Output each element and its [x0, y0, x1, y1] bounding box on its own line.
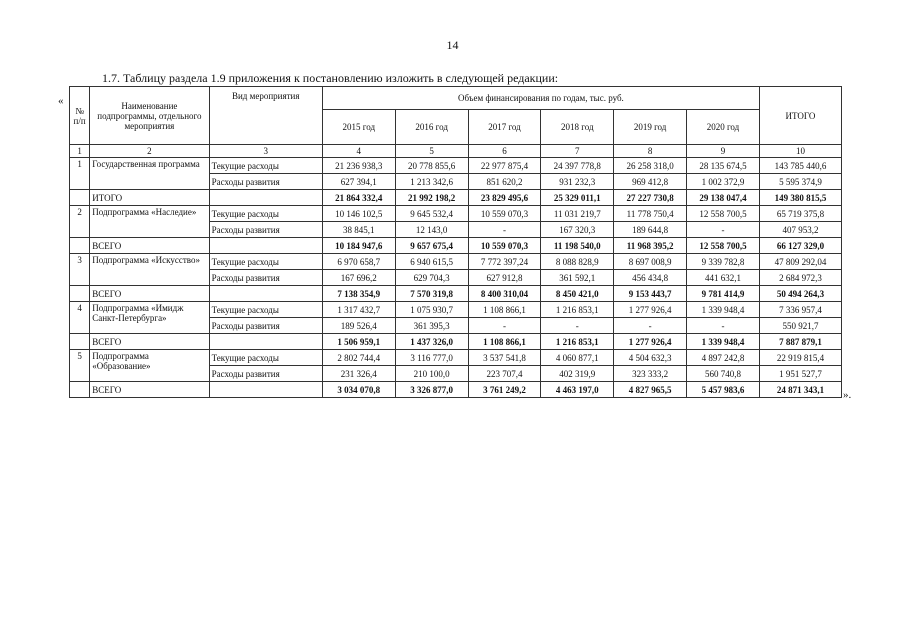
total-spacer — [70, 334, 90, 350]
total-value-cell: 50 494 264,3 — [759, 286, 841, 302]
value-cell: 1 277 926,4 — [614, 302, 687, 318]
value-cell: 47 809 292,04 — [759, 254, 841, 270]
expense-kind: Текущие расходы — [209, 302, 322, 318]
total-spacer — [70, 382, 90, 398]
total-kind-spacer — [209, 286, 322, 302]
header-name: Наименование подпрограммы, отдельного мероприятия — [90, 87, 209, 145]
total-value-cell: 8 400 310,04 — [468, 286, 541, 302]
value-cell: - — [468, 222, 541, 238]
value-cell: 22 919 815,4 — [759, 350, 841, 366]
value-cell: - — [541, 318, 614, 334]
column-number: 7 — [541, 145, 614, 158]
header-funding: Объем финансирования по годам, тыс. руб. — [322, 87, 759, 110]
value-cell: 6 940 615,5 — [395, 254, 468, 270]
value-cell: 407 953,2 — [759, 222, 841, 238]
total-kind-spacer — [209, 238, 322, 254]
total-label: ИТОГО — [90, 190, 209, 206]
value-cell: 361 592,1 — [541, 270, 614, 286]
header-total: ИТОГО — [759, 87, 841, 145]
row-number: 4 — [70, 302, 90, 334]
total-value-cell: 21 992 198,2 — [395, 190, 468, 206]
total-row — [70, 382, 842, 398]
expense-kind: Расходы развития — [209, 318, 322, 334]
column-number: 1 — [70, 145, 90, 158]
value-cell: 5 595 374,9 — [759, 174, 841, 190]
total-value-cell: 12 558 700,5 — [687, 238, 760, 254]
value-cell: 8 088 828,9 — [541, 254, 614, 270]
column-number: 5 — [395, 145, 468, 158]
value-cell: 7 772 397,24 — [468, 254, 541, 270]
value-cell: 11 778 750,4 — [614, 206, 687, 222]
value-cell: 4 504 632,3 — [614, 350, 687, 366]
expense-kind: Текущие расходы — [209, 158, 322, 174]
table-row — [70, 302, 842, 318]
total-label: ВСЕГО — [90, 238, 209, 254]
value-cell: 9 645 532,4 — [395, 206, 468, 222]
value-cell: 167 320,3 — [541, 222, 614, 238]
value-cell: 4 897 242,8 — [687, 350, 760, 366]
value-cell: 6 970 658,7 — [322, 254, 395, 270]
total-value-cell: 1 216 853,1 — [541, 334, 614, 350]
total-value-cell: 3 326 877,0 — [395, 382, 468, 398]
value-cell: 189 526,4 — [322, 318, 395, 334]
total-value-cell: 4 827 965,5 — [614, 382, 687, 398]
row-number: 2 — [70, 206, 90, 238]
total-value-cell: 149 380 815,5 — [759, 190, 841, 206]
total-row — [70, 238, 842, 254]
total-value-cell: 1 506 959,1 — [322, 334, 395, 350]
value-cell: 550 921,7 — [759, 318, 841, 334]
table-row — [70, 350, 842, 366]
total-value-cell: 10 184 947,6 — [322, 238, 395, 254]
value-cell: 441 632,1 — [687, 270, 760, 286]
total-value-cell: 25 329 011,1 — [541, 190, 614, 206]
value-cell: 969 412,8 — [614, 174, 687, 190]
program-name: Подпрограмма «Искусство» — [90, 254, 209, 286]
expense-kind: Расходы развития — [209, 270, 322, 286]
value-cell: 560 740,8 — [687, 366, 760, 382]
value-cell: 167 696,2 — [322, 270, 395, 286]
expense-kind: Расходы развития — [209, 366, 322, 382]
value-cell: 9 339 782,8 — [687, 254, 760, 270]
column-number: 4 — [322, 145, 395, 158]
value-cell: 26 258 318,0 — [614, 158, 687, 174]
program-name: Подпрограмма «Имидж Санкт-Петербурга» — [90, 302, 209, 334]
column-number: 3 — [209, 145, 322, 158]
header-year: 2017 год — [468, 110, 541, 145]
value-cell: 1 002 372,9 — [687, 174, 760, 190]
value-cell: 323 333,2 — [614, 366, 687, 382]
expense-kind: Текущие расходы — [209, 350, 322, 366]
value-cell: 22 977 875,4 — [468, 158, 541, 174]
header-year: 2018 год — [541, 110, 614, 145]
value-cell: 65 719 375,8 — [759, 206, 841, 222]
column-number: 6 — [468, 145, 541, 158]
value-cell: 10 559 070,3 — [468, 206, 541, 222]
total-value-cell: 23 829 495,6 — [468, 190, 541, 206]
header-year: 2015 год — [322, 110, 395, 145]
page-number: 14 — [446, 38, 459, 52]
value-cell: 1 216 853,1 — [541, 302, 614, 318]
value-cell: 7 336 957,4 — [759, 302, 841, 318]
value-cell: 361 395,3 — [395, 318, 468, 334]
value-cell: 12 143,0 — [395, 222, 468, 238]
funding-table — [69, 86, 842, 398]
section-heading: 1.7. Таблицу раздела 1.9 приложения к постановлению изложить в следующей редакции: — [102, 71, 559, 85]
header-kind: Вид мероприятия — [209, 87, 322, 145]
column-number: 9 — [687, 145, 760, 158]
total-kind-spacer — [209, 334, 322, 350]
value-cell: 456 434,8 — [614, 270, 687, 286]
header-num: № п/п — [70, 87, 90, 145]
value-cell: 143 785 440,6 — [759, 158, 841, 174]
value-cell: 4 060 877,1 — [541, 350, 614, 366]
value-cell: 24 397 778,8 — [541, 158, 614, 174]
total-value-cell: 1 437 326,0 — [395, 334, 468, 350]
value-cell: 931 232,3 — [541, 174, 614, 190]
table-row — [70, 254, 842, 270]
total-value-cell: 7 887 879,1 — [759, 334, 841, 350]
value-cell: 20 778 855,6 — [395, 158, 468, 174]
value-cell: 231 326,4 — [322, 366, 395, 382]
value-cell: 627 912,8 — [468, 270, 541, 286]
value-cell: 8 697 008,9 — [614, 254, 687, 270]
total-value-cell: 24 871 343,1 — [759, 382, 841, 398]
total-row — [70, 334, 842, 350]
total-kind-spacer — [209, 382, 322, 398]
total-value-cell: 27 227 730,8 — [614, 190, 687, 206]
value-cell: 1 075 930,7 — [395, 302, 468, 318]
total-value-cell: 4 463 197,0 — [541, 382, 614, 398]
table-row — [70, 158, 842, 174]
total-value-cell: 1 108 866,1 — [468, 334, 541, 350]
total-label: ВСЕГО — [90, 382, 209, 398]
value-cell: 1 317 432,7 — [322, 302, 395, 318]
value-cell: 223 707,4 — [468, 366, 541, 382]
value-cell: 2 684 972,3 — [759, 270, 841, 286]
value-cell: 627 394,1 — [322, 174, 395, 190]
value-cell: 210 100,0 — [395, 366, 468, 382]
value-cell: 3 116 777,0 — [395, 350, 468, 366]
value-cell: - — [614, 318, 687, 334]
total-value-cell: 1 339 948,4 — [687, 334, 760, 350]
value-cell: 28 135 674,5 — [687, 158, 760, 174]
total-row — [70, 190, 842, 206]
total-label: ВСЕГО — [90, 334, 209, 350]
close-quote: ». — [843, 389, 852, 401]
value-cell: 11 031 219,7 — [541, 206, 614, 222]
expense-kind: Расходы развития — [209, 174, 322, 190]
total-value-cell: 5 457 983,6 — [687, 382, 760, 398]
header-year: 2020 год — [687, 110, 760, 145]
program-name: Подпрограмма «Наследие» — [90, 206, 209, 238]
total-value-cell: 10 559 070,3 — [468, 238, 541, 254]
value-cell: 21 236 938,3 — [322, 158, 395, 174]
table-row — [70, 206, 842, 222]
total-value-cell: 9 657 675,4 — [395, 238, 468, 254]
value-cell: 1 951 527,7 — [759, 366, 841, 382]
total-spacer — [70, 238, 90, 254]
program-name: Государственная программа — [90, 158, 209, 190]
total-value-cell: 3 761 249,2 — [468, 382, 541, 398]
total-value-cell: 21 864 332,4 — [322, 190, 395, 206]
total-spacer — [70, 190, 90, 206]
value-cell: 629 704,3 — [395, 270, 468, 286]
value-cell: - — [687, 318, 760, 334]
total-value-cell: 11 198 540,0 — [541, 238, 614, 254]
total-value-cell: 11 968 395,2 — [614, 238, 687, 254]
total-value-cell: 8 450 421,0 — [541, 286, 614, 302]
column-number: 10 — [759, 145, 841, 158]
total-value-cell: 3 034 070,8 — [322, 382, 395, 398]
value-cell: 38 845,1 — [322, 222, 395, 238]
total-value-cell: 9 153 443,7 — [614, 286, 687, 302]
total-value-cell: 9 781 414,9 — [687, 286, 760, 302]
value-cell: 12 558 700,5 — [687, 206, 760, 222]
total-spacer — [70, 286, 90, 302]
column-number: 2 — [90, 145, 209, 158]
row-number: 1 — [70, 158, 90, 190]
expense-kind: Текущие расходы — [209, 206, 322, 222]
value-cell: 10 146 102,5 — [322, 206, 395, 222]
total-value-cell: 29 138 047,4 — [687, 190, 760, 206]
value-cell: 1 339 948,4 — [687, 302, 760, 318]
value-cell: 2 802 744,4 — [322, 350, 395, 366]
open-quote: « — [58, 95, 64, 107]
total-value-cell: 7 138 354,9 — [322, 286, 395, 302]
expense-kind: Текущие расходы — [209, 254, 322, 270]
total-row — [70, 286, 842, 302]
expense-kind: Расходы развития — [209, 222, 322, 238]
value-cell: 402 319,9 — [541, 366, 614, 382]
header-year: 2019 год — [614, 110, 687, 145]
header-year: 2016 год — [395, 110, 468, 145]
value-cell: 1 213 342,6 — [395, 174, 468, 190]
value-cell: 851 620,2 — [468, 174, 541, 190]
row-number: 3 — [70, 254, 90, 286]
value-cell: - — [468, 318, 541, 334]
total-value-cell: 66 127 329,0 — [759, 238, 841, 254]
total-label: ВСЕГО — [90, 286, 209, 302]
total-kind-spacer — [209, 190, 322, 206]
total-value-cell: 1 277 926,4 — [614, 334, 687, 350]
value-cell: 3 537 541,8 — [468, 350, 541, 366]
row-number: 5 — [70, 350, 90, 382]
value-cell: - — [687, 222, 760, 238]
column-number: 8 — [614, 145, 687, 158]
program-name: Подпрограмма «Образование» — [90, 350, 209, 382]
total-value-cell: 7 570 319,8 — [395, 286, 468, 302]
value-cell: 1 108 866,1 — [468, 302, 541, 318]
value-cell: 189 644,8 — [614, 222, 687, 238]
